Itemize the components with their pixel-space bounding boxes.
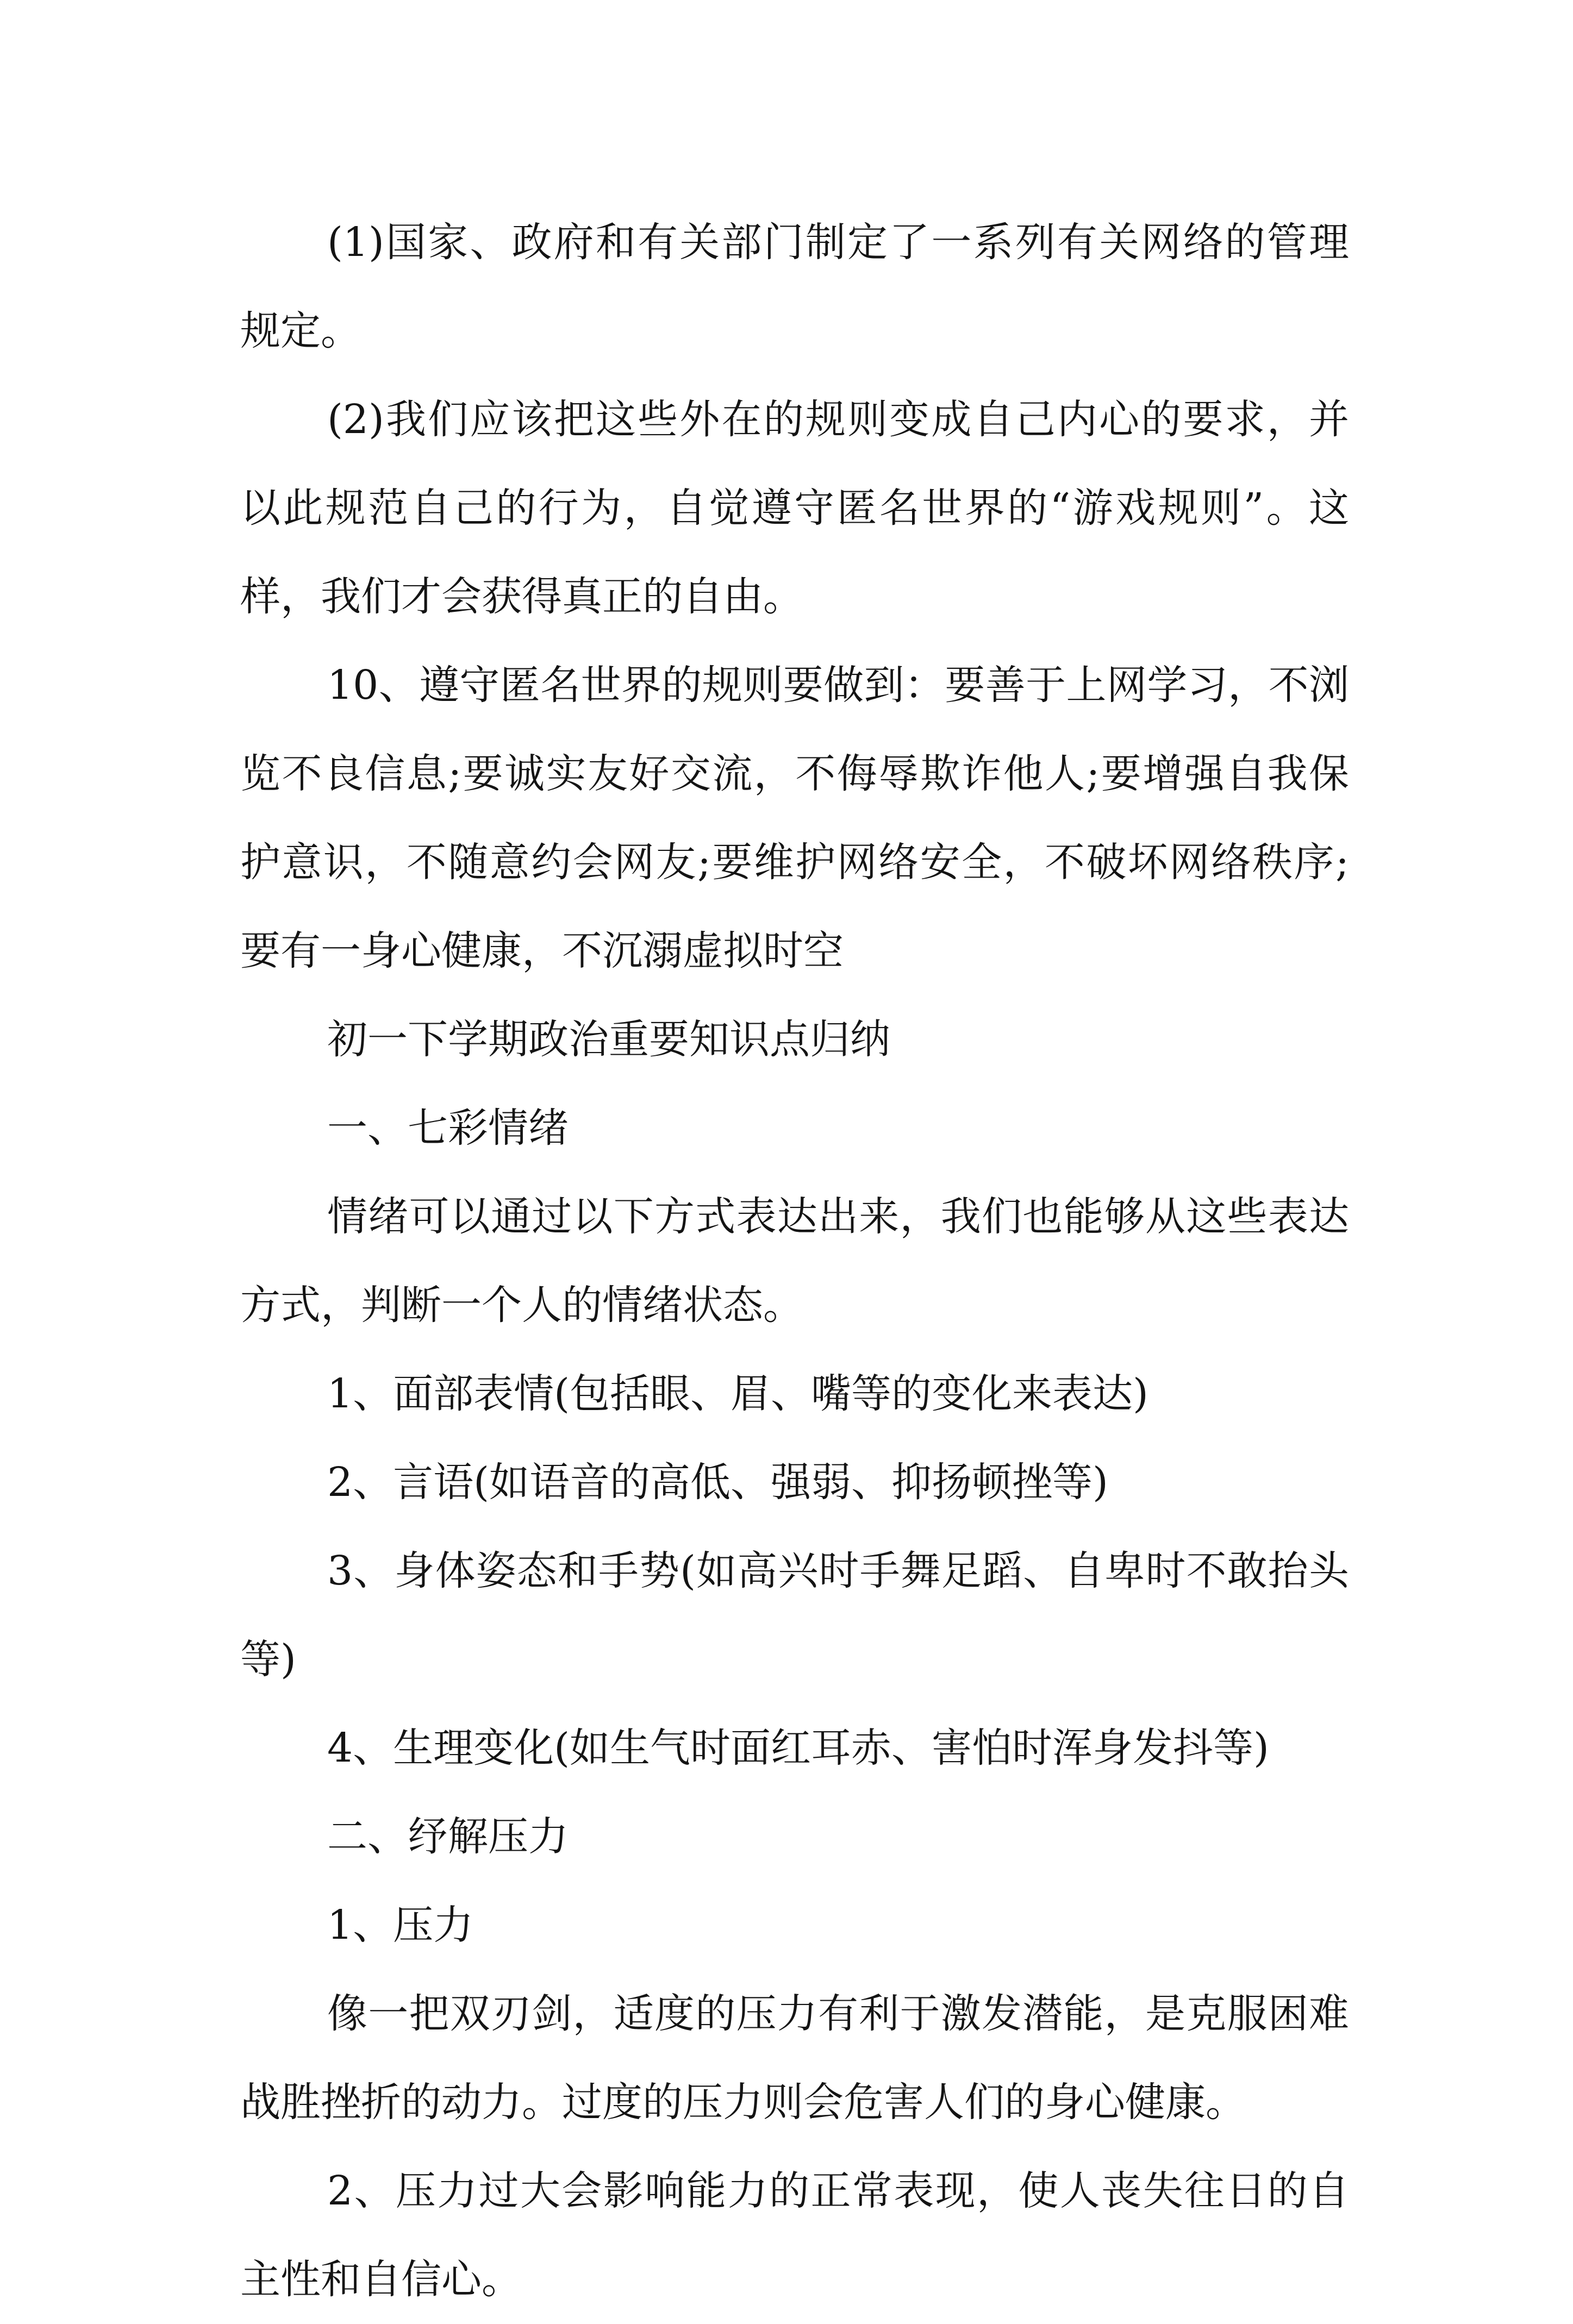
list-item-speech: 2、言语(如语音的高低、强弱、抑扬顿挫等) [327, 1459, 1108, 1506]
list-item-facial-expression: 1、面部表情(包括眼、眉、嘴等的变化来表达) [327, 1370, 1148, 1417]
list-item-physiological-change: 4、生理变化(如生气时面红耳赤、害怕时浑身发抖等) [327, 1725, 1269, 1771]
paragraph-internalize-rules: (2)我们应该把这些外在的规则变成自己内心的要求，并以此规范自己的行为，自觉遵守匿名世界的“游戏规则”。这样，我们才会获得真正的自由。 [240, 396, 1349, 620]
paragraph-anonymous-world-rules: 10、遵守匿名世界的规则要做到：要善于上网学习，不浏览不良信息;要诚实友好交流，不侮辱欺诈他人;要增强自我保护意识，不随意约会网友;要维护网络安全，不破坏网络秩序;要有一身心健康，不沉溺虚拟时空 [240, 662, 1349, 974]
document-body [240, 198, 1349, 2324]
section-heading-emotions: 一、七彩情绪 [327, 1105, 569, 1151]
section-heading-stress-relief: 二、纾解压力 [327, 1813, 569, 1860]
list-item-body-posture: 3、身体姿态和手势(如高兴时手舞足蹈、自卑时不敢抬头等) [240, 1548, 1349, 1683]
subheading-stress: 1、压力 [327, 1902, 474, 1949]
paragraph-excessive-stress: 2、压力过大会影响能力的正常表现，使人丧失往日的自主性和自信心。 [240, 2168, 1349, 2303]
paragraph-stress-double-edged: 像一把双刃剑，适度的压力有利于激发潜能，是克服困难战胜挫折的动力。过度的压力则会危害人们的身心健康。 [240, 1990, 1349, 2126]
section-heading-knowledge-summary: 初一下学期政治重要知识点归纳 [327, 1016, 890, 1063]
paragraph-network-regulations: (1)国家、政府和有关部门制定了一系列有关网络的管理规定。 [240, 219, 1349, 354]
paragraph-emotion-expression: 情绪可以通过以下方式表达出来，我们也能够从这些表达方式，判断一个人的情绪状态。 [240, 1193, 1349, 1329]
